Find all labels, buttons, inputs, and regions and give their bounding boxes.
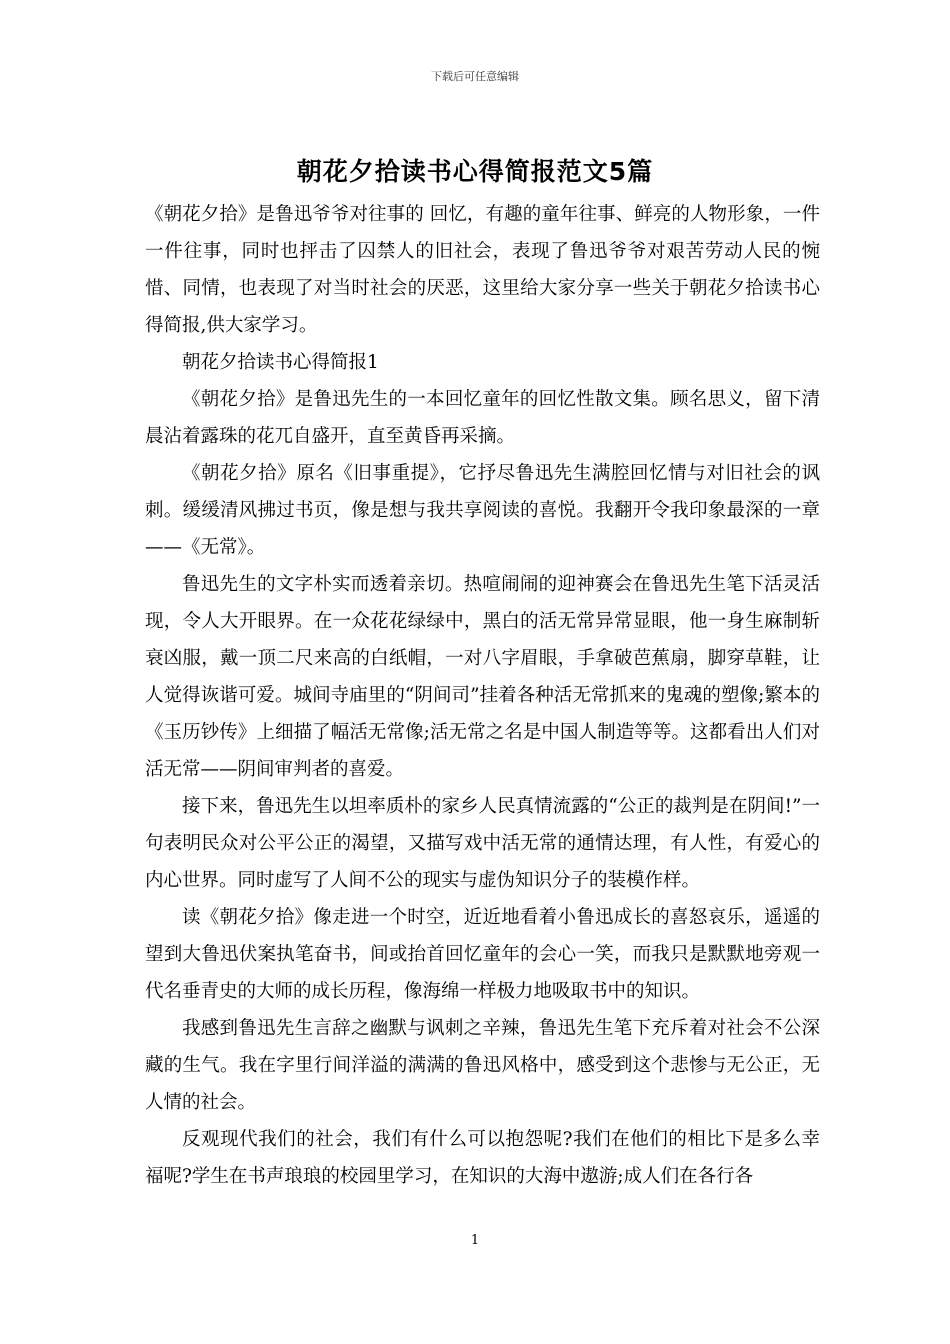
paragraph: 我感到鲁迅先生言辞之幽默与讽刺之辛辣，鲁迅先生笔下充斥着对社会不公深藏的生气。我在字里行间洋溢的满满的鲁迅风格中，感受到这个悲惨与无公正，无人情的社会。 bbox=[145, 1018, 820, 1113]
header-note: 下载后可任意编辑 bbox=[431, 70, 519, 83]
paragraph: 反观现代我们的社会，我们有什么可以抱怨呢?我们在他们的相比下是多么幸福呢?学生在书声琅琅的校园里学习，在知识的大海中遨游;成人们在各行各 bbox=[145, 1129, 820, 1187]
paragraph: 《朝花夕拾》原名《旧事重提》，它抒尽鲁迅先生满腔回忆情与对旧社会的讽刺。缓缓清风拂过书页，像是想与我共享阅读的喜悦。我翻开令我印象最深的一章——《无常》。 bbox=[145, 463, 820, 558]
section-heading: 朝花夕拾读书心得简报1 bbox=[182, 352, 379, 373]
paragraph: 接下来，鲁迅先生以坦率质朴的家乡人民真情流露的“公正的裁判是在阴间!”一句表明民众对公平公正的渴望，又描写戏中活无常的通情达理，有人性，有爱心的内心世界。同时虚写了人间不公的现实与虚伪知识分子的装模作样。 bbox=[145, 796, 820, 891]
paragraph: 《朝花夕拾》是鲁迅先生的一本回忆童年的回忆性散文集。顾名思义，留下清晨沾着露珠的花兀自盛开，直至黄昏再采摘。 bbox=[145, 389, 820, 447]
document-body bbox=[145, 196, 820, 1195]
document-title: 朝花夕拾读书心得简报范文5篇 bbox=[296, 157, 654, 186]
page-number: 1 bbox=[470, 1233, 480, 1248]
paragraph: 鲁迅先生的文字朴实而透着亲切。热喧闹闹的迎神赛会在鲁迅先生笔下活灵活现，令人大开眼界。在一众花花绿绿中，黑白的活无常异常显眼，他一身生麻制斩衰凶服，戴一顶二尺来高的白纸帽，一对八字眉眼，手拿破芭蕉扇，脚穿草鞋，让人觉得诙谐可爱。城间寺庙里的“阴间司”挂着各种活无常抓来的鬼魂的塑像;繁本的《玉历钞传》上细描了幅活无常像;活无常之名是中国人制造等等。这都看出人们对活无常——阴间审判者的喜爱。 bbox=[145, 574, 820, 780]
paragraph: 读《朝花夕拾》像走进一个时空，近近地看着小鲁迅成长的喜怒哀乐，遥遥的望到大鲁迅伏案执笔奋书，间或抬首回忆童年的会心一笑，而我只是默默地旁观一代名垂青史的大师的成长历程，像海绵一样极力地吸取书中的知识。 bbox=[145, 907, 820, 1002]
paragraph-intro: 《朝花夕拾》是鲁迅爷爷对往事的 回忆，有趣的童年往事、鲜亮的人物形象，一件一件往事，同时也抨击了囚禁人的旧社会，表现了鲁迅爷爷对艰苦劳动人民的惋惜、同情，也表现了对当时社会的厌恶，这里给大家分享一些关于朝花夕拾读书心得简报,供大家学习。 bbox=[145, 204, 820, 336]
